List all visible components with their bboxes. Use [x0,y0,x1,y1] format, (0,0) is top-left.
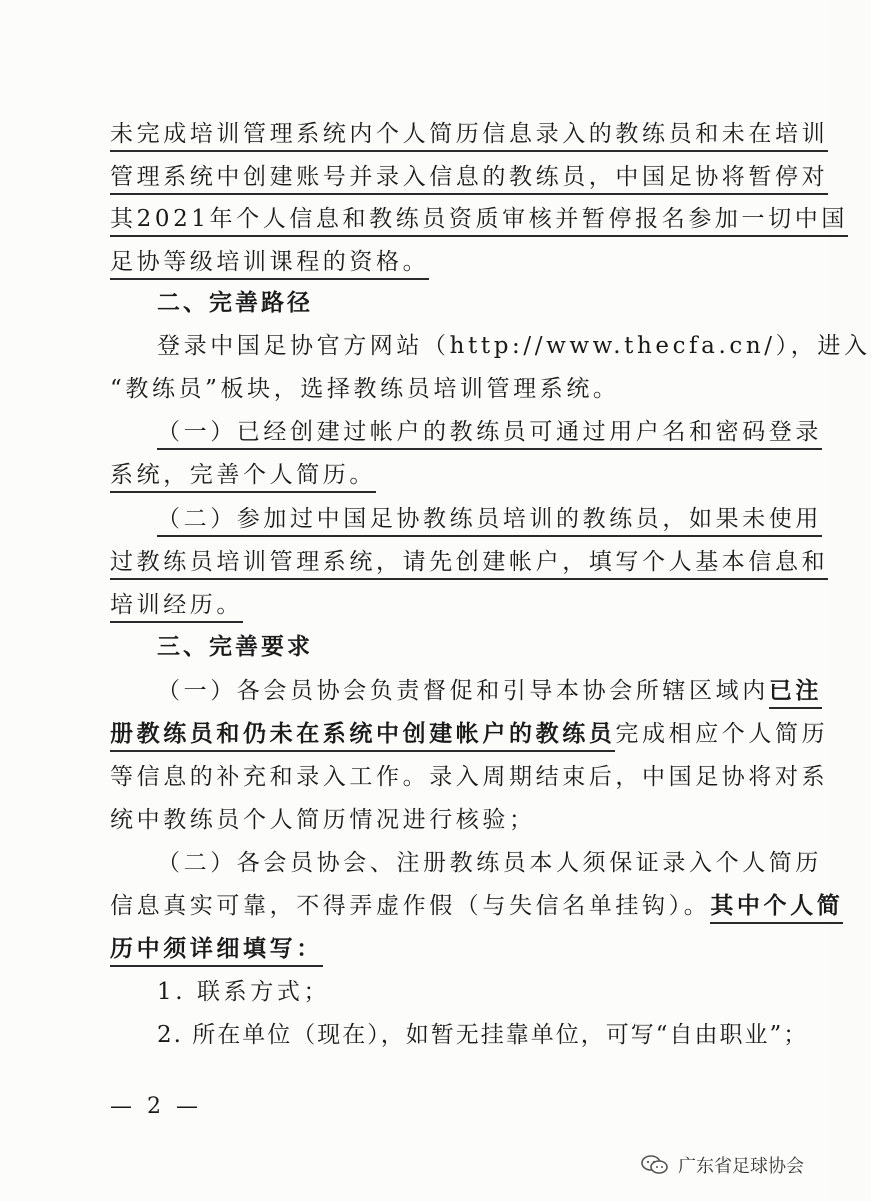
text-line: （二）参加过中国足协教练员培训的教练员，如果未使用 [157,505,750,533]
text-line: 等信息的补充和录入工作。录入周期结束后，中国足协将对系 [110,764,829,790]
text-line: 未完成培训管理系统内个人简历信息录入的教练员和未在培训 [110,120,750,148]
text-line: 登录中国足协官方网站（http://www.thecfa.cn/），进入 [157,333,871,359]
text-line: （一）已经创建过帐户的教练员可通过用户名和密码登录 [157,418,750,446]
text-line: 1. 联系方式； [157,979,331,1005]
page-number: — 2 — [110,1094,202,1119]
text-line: 其2021年个人信息和教练员资质审核并暂停报名参加一切中国 [110,205,750,233]
text-line: 2. 所在单位（现在），如暂无挂靠单位，可写“自由职业”； [157,1022,809,1048]
text-line: 培训经历。 [110,591,750,619]
text-line: 信息真实可靠，不得弄虚作假（与失信名单挂钩）。其中个人简 [110,892,750,920]
text-line: 过教练员培训管理系统，请先创建帐户，填写个人基本信息和 [110,548,750,576]
wechat-icon [640,1154,670,1176]
watermark [640,1152,804,1178]
text-line: 管理系统中创建账号并录入信息的教练员，中国足协将暂停对 [110,163,750,191]
text-line: 统中教练员个人简历情况进行核验； [110,807,536,833]
text-line: （一）各会员协会负责督促和引导本协会所辖区域内已注 [157,677,750,705]
text-line: 足协等级培训课程的资格。 [110,248,750,276]
text-line: 册教练员和仍未在系统中创建帐户的教练员完成相应个人简历 [110,720,750,748]
text-line: （二）各会员协会、注册教练员本人须保证录入个人简历 [157,850,822,876]
section-heading: 二、完善路径 [157,290,313,316]
section-heading: 三、完善要求 [157,634,313,660]
text-line: 系统，完善个人简历。 [110,461,750,489]
text-line: 历中须详细填写： [110,935,750,963]
text-line: “教练员”板块，选择教练员培训管理系统。 [110,376,620,402]
watermark-text: 广东省足球协会 [678,1156,804,1177]
